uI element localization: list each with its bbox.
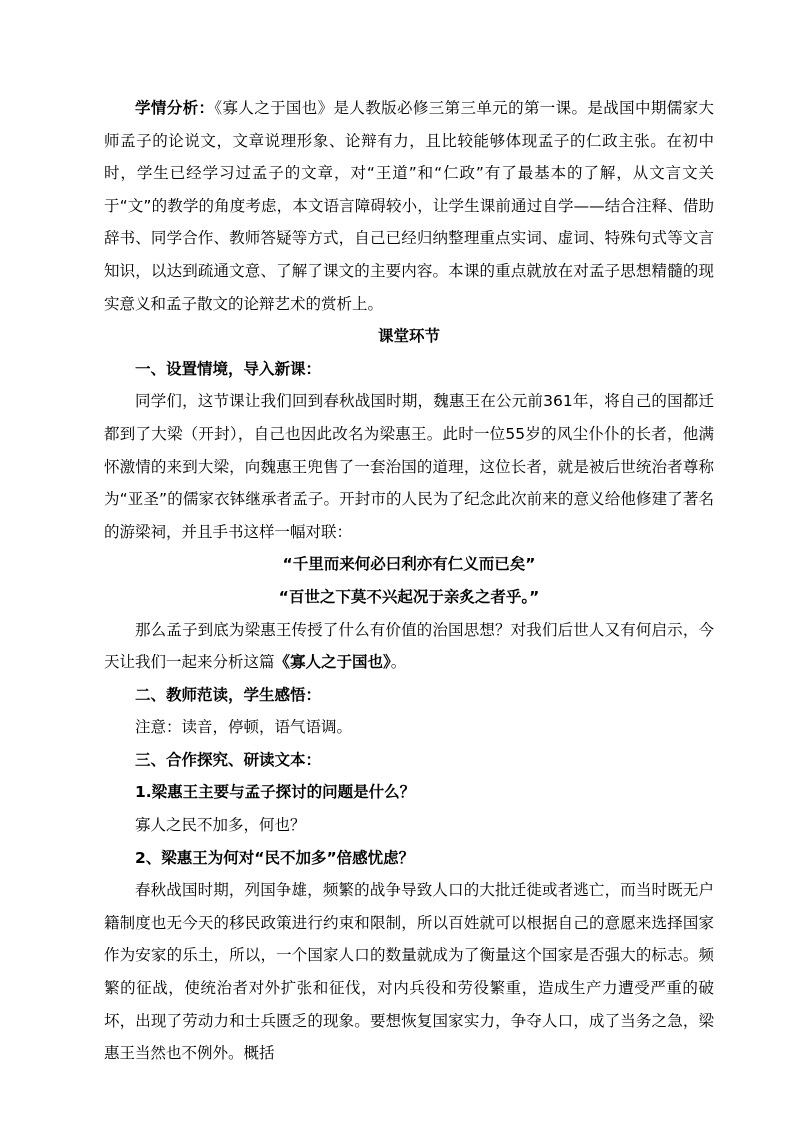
analysis-text: 《寡人之于国也》是人教版必修三第三单元的第一课。是战国中期儒家大师孟子的论说文，文章说理形象、论辩有力，且比较能够体现孟子的仁政主张。在初中时，学生已经学习过孟子的文章，对“王道”和“仁政”有了最基本的了解，从文言文关于“文”的教学的角度考虑，本文语言障碍较小，让学生课前通过自学——结合注释、借助辞书、同学合作、教师答疑等方式，自己已经归纳整理重点实词、虚词、特殊句式等文言知识，以达到疏通文意、了解了课文的主要内容。本课的重点就放在对孟子思想精髓的现实意义和孟子散文的论辩艺术的赏析上。 — [104, 99, 714, 313]
part3-heading: 三、合作探究、研读文本： — [135, 750, 322, 769]
document-page — [104, 92, 714, 1070]
part1-paragraph-2 — [104, 614, 714, 679]
part2-note: 注意：读音，停顿，语气语调。 — [135, 718, 353, 737]
lesson-title: 《寡人之于国也》 — [274, 653, 391, 672]
question-2: 2、梁惠王为何对“民不加多”倍感忧虑？ — [135, 848, 415, 867]
part1-heading: 一、设置情境，导入新课： — [135, 359, 322, 378]
part1-paragraph-2-end: 。 — [390, 653, 407, 672]
part1-paragraph-2-text: 那么孟子到底为梁惠王传授了什么有价值的治国思想？对我们后世人又有何启示，今天让我们一起来分析这篇 — [104, 620, 714, 672]
couplet-line-1: “千里而来何必曰利亦有仁义而已矣” — [282, 555, 536, 574]
couplet-line-2: “百世之下莫不兴起况于亲炙之者乎。” — [278, 587, 540, 606]
part2-heading: 二、教师范读，学生感悟： — [135, 685, 322, 704]
answer-2: 春秋战国时期，列国争雄，频繁的战争导致人口的大批迁徙或者逃亡，而当时既无户籍制度也无今天的移民政策进行约束和限制，所以百姓就可以根据自己的意愿来选择国家作为安家的乐土，所以，一个国家人口的数量就成为了衡量这个国家是否强大的标志。频繁的征战，使统治者对外扩张和征伐，对内兵役和劳役繁重，造成生产力遭受严重的破坏，出现了劳动力和士兵匮乏的现象。要想恢复国家实力，争夺人口，成了当务之急，梁惠王当然也不例外。概括 — [104, 881, 714, 1063]
question-1: 1.梁惠王主要与孟子探讨的问题是什么？ — [135, 783, 416, 802]
analysis-label: 学情分析： — [135, 99, 215, 117]
section-title: 课堂环节 — [377, 327, 440, 346]
answer-1: 寡人之民不加多，何也？ — [135, 816, 306, 835]
part1-paragraph: 同学们，这节课让我们回到春秋战国时期，魏惠王在公元前361年，将自己的国都迁都到了大梁（开封），自己也因此改名为梁惠王。此时一位55岁的风尘仆仆的长者，他满怀激情的来到大梁，向魏惠王兜售了一套治国的道理，这位长者，就是被后世统治者尊称为“亚圣”的儒家衣钵继承者孟子。开封市的人民为了纪念此次前来的意义给他修建了著名的游梁祠，并且手书这样一幅对联： — [104, 392, 714, 541]
analysis-paragraph — [104, 92, 714, 320]
